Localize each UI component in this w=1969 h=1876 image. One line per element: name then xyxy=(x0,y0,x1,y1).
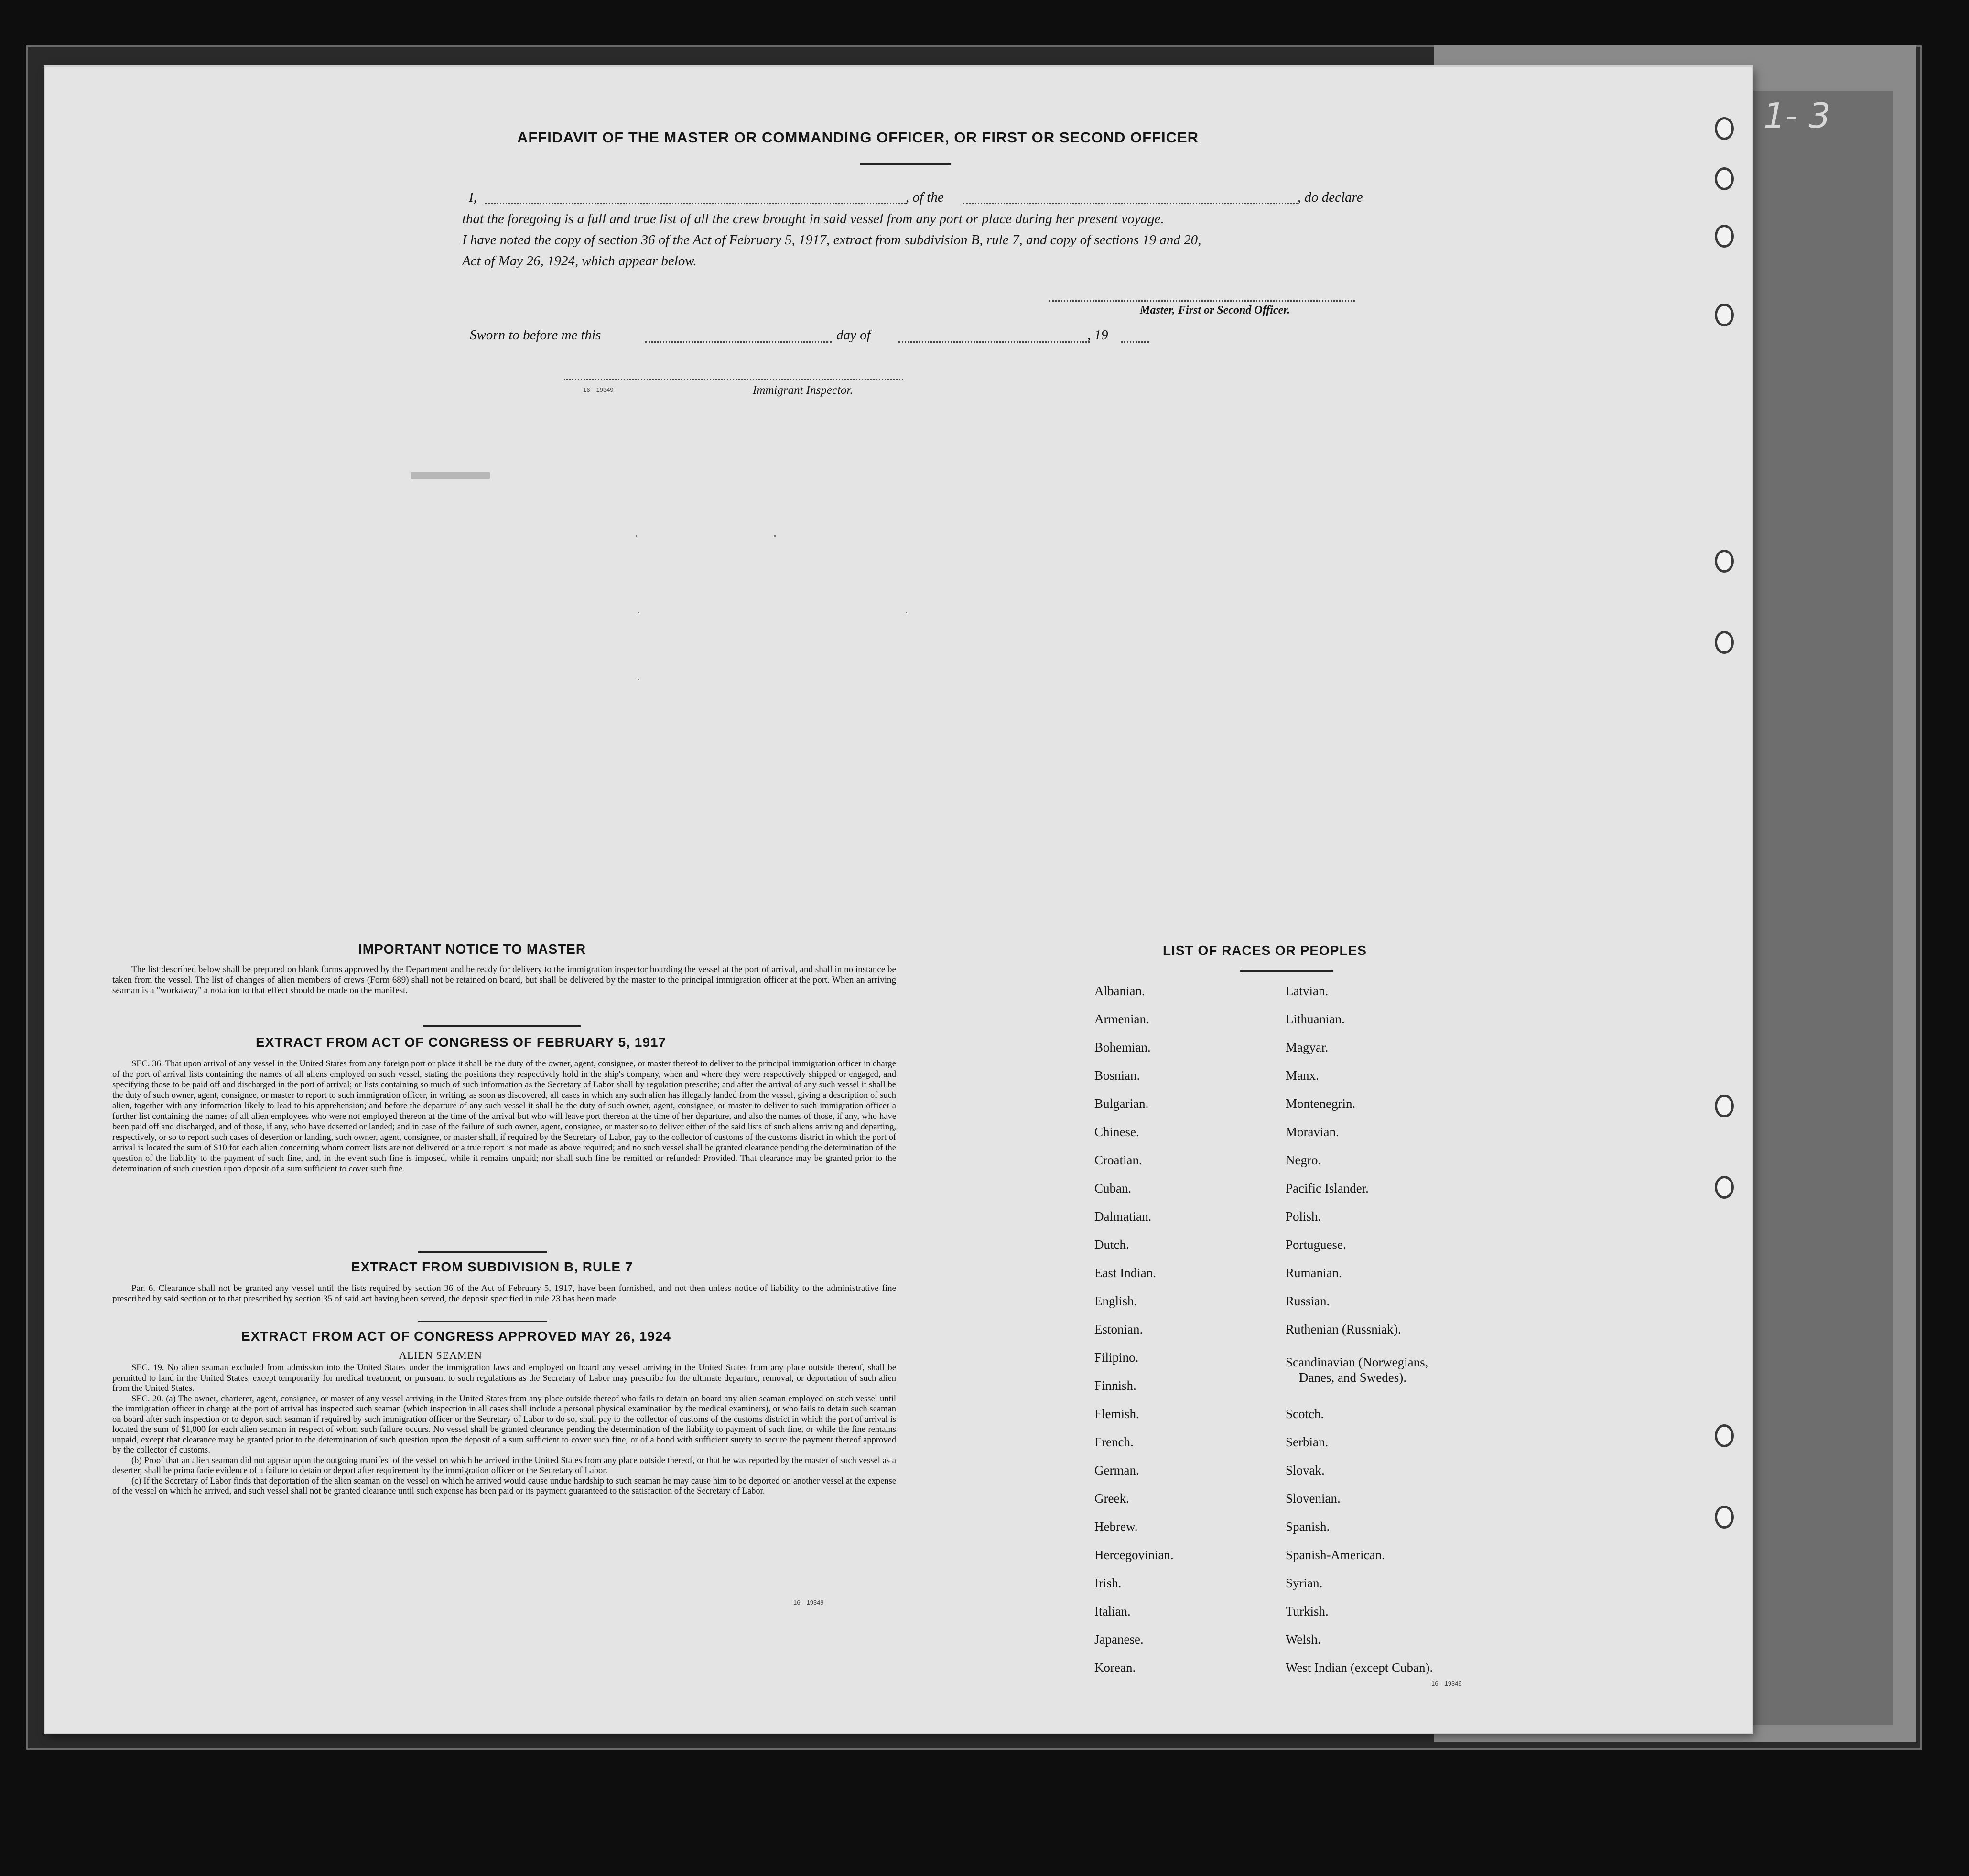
race-item: Polish. xyxy=(1286,1209,1321,1224)
notice-body: The list described below shall be prepared on blank forms approved by the Department and be ready for delivery to the immigration inspector boarding the vessel at the port of arrival, and shall in no instance be taken from the vessel. The list of changes of alien members of crews (Form 689) shall not be retained on board, but shall be delivered by the master to the principal immigration officer at the port. When an arriving seaman is a "workaway" a notation to that effect should be made on the manifest. xyxy=(112,965,896,996)
extract-1917-body: SEC. 36. That upon arrival of any vessel in the United States from any foreign port or place it shall be the duty of the owner, agent, consignee, or master thereof to deliver to the principal immigration officer in charge of the port of arrival lists containing the names of all aliens employed on such vessel, stating the positions they respectively hold in the ship's company, when and where they were respectively shipped or engaged, and specifying those to be paid off and discharged in the port of arrival; or lists containing so much of such information as the Secretary of Labor shall by regulation prescribe; and after the arrival of any such vessel it shall be the duty of such owner, agent, consignee, or master to report to such immigration officer, in writing, as soon as discovered, all cases in which any such alien has illegally landed from the vessel, giving a description of such alien, together with any information likely to lead to his apprehension; and before the departure of any such vessel it shall be the duty of such owner, agent, consignee, or master to deliver to such immigration officer a further list containing the names of all alien employees who were not employed thereon at the time of the arrival but who will leave port thereon at the time of her departure, and also the names of those, if any, who have been paid off and discharged, and of those, if any, who have deserted or landed; and in case of the failure of such owner, agent, consignee, or master so to deliver either of the said lists of such aliens arriving and departing, respectively, or so to report such cases of desertion or landing, such owner, agent, consignee, or master shall, if required by the Secretary of Labor, pay to the collector of customs of the customs district in which the port of arrival is located the sum of $10 for each alien concerning whom correct lists are not delivered or a true report is not made as above required; and no such vessel shall be granted clearance pending the determination of the question of the liability to the payment of such fine, and, in the event such fine is imposed, while it remains unpaid; nor shall such fine be remitted or refunded: Provided, That clearance may be granted prior to the determination of such question upon deposit of a sum sufficient to cover such fine. xyxy=(112,1059,896,1174)
race-item: Italian. xyxy=(1094,1604,1131,1618)
race-item: Russian. xyxy=(1286,1294,1330,1308)
race-item: Negro. xyxy=(1286,1153,1321,1167)
sworn-text: Sworn to before me this xyxy=(470,327,601,343)
race-item: Cuban. xyxy=(1094,1181,1132,1195)
punch-hole-4 xyxy=(1715,304,1734,326)
race-item: Croatian. xyxy=(1094,1153,1142,1167)
extract-1924-title: EXTRACT FROM ACT OF CONGRESS APPROVED MAY 26, 1924 xyxy=(241,1329,671,1344)
subdivision-b-rule xyxy=(418,1321,547,1322)
race-item: Bulgarian. xyxy=(1094,1096,1149,1111)
race-item: Scandinavian (Norwegians, xyxy=(1286,1355,1428,1369)
stray-mark xyxy=(774,535,776,537)
stray-mark xyxy=(636,535,637,537)
race-item: Scotch. xyxy=(1286,1407,1324,1421)
race-item: Korean. xyxy=(1094,1660,1136,1675)
race-item: Dutch. xyxy=(1094,1237,1129,1252)
race-item: Bosnian. xyxy=(1094,1068,1140,1083)
subdivision-b-body: Par. 6. Clearance shall not be granted any vessel until the lists required by section 36 of the Act of February 5, 1917, have been furnished, and not then unless notice of liability to the administrative fine prescribed by said section or to that prescribed by section 35 of said act having been served, the deposit specified in rule 23 has been made. xyxy=(112,1283,896,1304)
race-item: Estonian. xyxy=(1094,1322,1143,1336)
race-item: Armenian. xyxy=(1094,1012,1149,1026)
vessel-blank xyxy=(963,203,1298,204)
affidavit-line-2: that the foregoing is a full and true list of all the crew brought in said vessel from any port or place during her present voyage. xyxy=(462,211,1164,227)
race-item: Syrian. xyxy=(1286,1576,1323,1590)
punch-hole-3 xyxy=(1715,225,1734,248)
extract-1917-title: EXTRACT FROM ACT OF CONGRESS OF FEBRUARY 5, 1917 xyxy=(256,1035,667,1050)
race-item: Magyar. xyxy=(1286,1040,1329,1054)
race-item: West Indian (except Cuban). xyxy=(1286,1660,1433,1675)
race-item: Moravian. xyxy=(1286,1125,1339,1139)
signature-line xyxy=(1049,300,1355,302)
affidavit-of-the: , of the xyxy=(906,190,944,205)
race-item: Latvian. xyxy=(1286,984,1329,998)
race-item: Irish. xyxy=(1094,1576,1122,1590)
affidavit-line-3: I have noted the copy of section 36 of the Act of February 5, 1917, extract from subdivision B, rule 7, and copy of sections 19 and 20, xyxy=(462,232,1201,248)
race-item: French. xyxy=(1094,1435,1134,1449)
races-title: LIST OF RACES OR PEOPLES xyxy=(1163,943,1367,958)
race-item: Turkish. xyxy=(1286,1604,1329,1618)
race-item: Slovenian. xyxy=(1286,1491,1341,1506)
affidavit-line-4: Act of May 26, 1924, which appear below. xyxy=(462,253,697,269)
punch-hole-6 xyxy=(1715,631,1734,654)
subdivision-b-title: EXTRACT FROM SUBDIVISION B, RULE 7 xyxy=(351,1259,633,1274)
race-item: Lithuanian. xyxy=(1286,1012,1345,1026)
race-item: Spanish-American. xyxy=(1286,1548,1385,1562)
signature-caption: Master, First or Second Officer. xyxy=(1140,304,1290,316)
name-blank xyxy=(485,203,906,204)
race-item: Dalmatian. xyxy=(1094,1209,1152,1224)
race-item: Greek. xyxy=(1094,1491,1129,1506)
race-item: East Indian. xyxy=(1094,1266,1156,1280)
affidavit-form-number: 16—19349 xyxy=(583,386,614,393)
sec-20a: SEC. 20. (a) The owner, charterer, agent, consignee, or master of any vessel arriving in the United States from any place outside thereof who fails to detain on board any alien seaman employed on such vessel until the immigration officer in charge at the port of arrival has inspected such seaman (which inspection in all cases shall include a personal physical examination by the medical examiners), or who fails to detain such seaman on board after such inspection or to deport such seaman if required by such immigration officer or the Secretary of Labor to do so, shall pay to the collector of customs of the customs district in which the port of arrival is located the sum of $1,000 for each alien seaman in respect of whom such failure occurs. No vessel shall be granted clearance pending the determination of the liability to payment of such fine, or while the fine remains unpaid, except that clearance may be granted prior to the determination of such question upon the deposit of a sum sufficient to cover such fine, or of a bond with sufficient surety to secure the payment thereof approved by the collector of customs. xyxy=(112,1394,896,1455)
race-item: Pacific Islander. xyxy=(1286,1181,1369,1195)
extract-1917-rule xyxy=(418,1251,547,1253)
punch-hole-8 xyxy=(1715,1176,1734,1199)
sec-20c: (c) If the Secretary of Labor finds that deportation of the alien seaman on the vessel on which he arrived would cause undue hardship to such seaman he may cause him to be deported on another vessel at the expense of the vessel on which he arrived, and such vessel shall not be granted clearance until such expense has been paid or its payment guaranteed to the satisfaction of the Secretary of Labor. xyxy=(112,1476,896,1496)
punch-hole-9 xyxy=(1715,1424,1734,1447)
race-item: Serbian. xyxy=(1286,1435,1329,1449)
punch-hole-5 xyxy=(1715,550,1734,573)
race-item: Spanish. xyxy=(1286,1519,1330,1534)
sworn-year-blank xyxy=(1121,341,1149,343)
race-item: Albanian. xyxy=(1094,984,1145,998)
sworn-day-blank xyxy=(645,341,832,343)
race-item: Flemish. xyxy=(1094,1407,1139,1421)
faint-stamp xyxy=(411,472,490,479)
affidavit-page xyxy=(45,67,1752,1733)
race-item: German. xyxy=(1094,1463,1139,1477)
race-item: Welsh. xyxy=(1286,1632,1321,1647)
stray-mark xyxy=(638,679,639,680)
affidavit-title: AFFIDAVIT OF THE MASTER OR COMMANDING OFFICER, OR FIRST OR SECOND OFFICER xyxy=(517,129,1199,146)
sec-20b: (b) Proof that an alien seaman did not appear upon the outgoing manifest of the vessel on which he arrived in the United States from any place outside thereof, or that he was reported by the master of such vessel as a deserter, shall be prima facie evidence of a failure to detain or deport after requirement by the immigration officer or the Secretary of Labor. xyxy=(112,1455,896,1475)
race-item: Montenegrin. xyxy=(1286,1096,1356,1111)
notice-title: IMPORTANT NOTICE TO MASTER xyxy=(358,942,586,956)
punch-hole-1 xyxy=(1715,117,1734,140)
race-item: Japanese. xyxy=(1094,1632,1144,1647)
extract-1924-body xyxy=(112,1363,896,1497)
race-item: Chinese. xyxy=(1094,1125,1139,1139)
race-item: Hercegovinian. xyxy=(1094,1548,1174,1562)
sec-19: SEC. 19. No alien seaman excluded from admission into the United States under the immigration laws and employed on board any vessel arriving in the United States from any place outside thereof, shall be permitted to land in the United States, except temporarily for medical treatment, or pursuant to such regulations as the Secretary of Labor may prescribe for the ultimate departure, removal, or deportation of such alien from the United States. xyxy=(112,1363,896,1393)
race-item: English. xyxy=(1094,1294,1137,1308)
affidavit-i: I, xyxy=(469,190,477,205)
race-item: Finnish. xyxy=(1094,1378,1136,1393)
sworn-month-blank xyxy=(898,341,1090,343)
punch-hole-7 xyxy=(1715,1095,1734,1117)
race-item: Hebrew. xyxy=(1094,1519,1138,1534)
race-item: Rumanian. xyxy=(1286,1266,1342,1280)
race-item: Manx. xyxy=(1286,1068,1319,1083)
races-title-rule xyxy=(1240,970,1333,972)
extract-1924-form-number: 16—19349 xyxy=(793,1599,824,1606)
inspector-line xyxy=(564,379,903,380)
affidavit-title-rule xyxy=(860,163,951,165)
margin-note: 1- 3 xyxy=(1763,96,1831,136)
stray-mark xyxy=(906,612,907,613)
race-item: Slovak. xyxy=(1286,1463,1325,1477)
affidavit-do-declare: , do declare xyxy=(1298,190,1363,205)
punch-hole-2 xyxy=(1715,167,1734,190)
stray-mark xyxy=(638,612,639,613)
race-item: Ruthenian (Russniak). xyxy=(1286,1322,1401,1336)
races-form-number: 16—19349 xyxy=(1431,1680,1462,1687)
notice-rule xyxy=(423,1025,581,1027)
day-of-text: day of xyxy=(836,327,871,343)
alien-seamen-subtitle: ALIEN SEAMEN xyxy=(399,1349,482,1361)
punch-hole-10 xyxy=(1715,1506,1734,1529)
race-item: Portuguese. xyxy=(1286,1237,1346,1252)
race-item: Filipino. xyxy=(1094,1350,1139,1365)
inspector-caption: Immigrant Inspector. xyxy=(753,384,853,397)
race-item-continued: Danes, and Swedes). xyxy=(1299,1370,1406,1385)
year-prefix: , 19 xyxy=(1087,327,1108,343)
race-item: Bohemian. xyxy=(1094,1040,1151,1054)
